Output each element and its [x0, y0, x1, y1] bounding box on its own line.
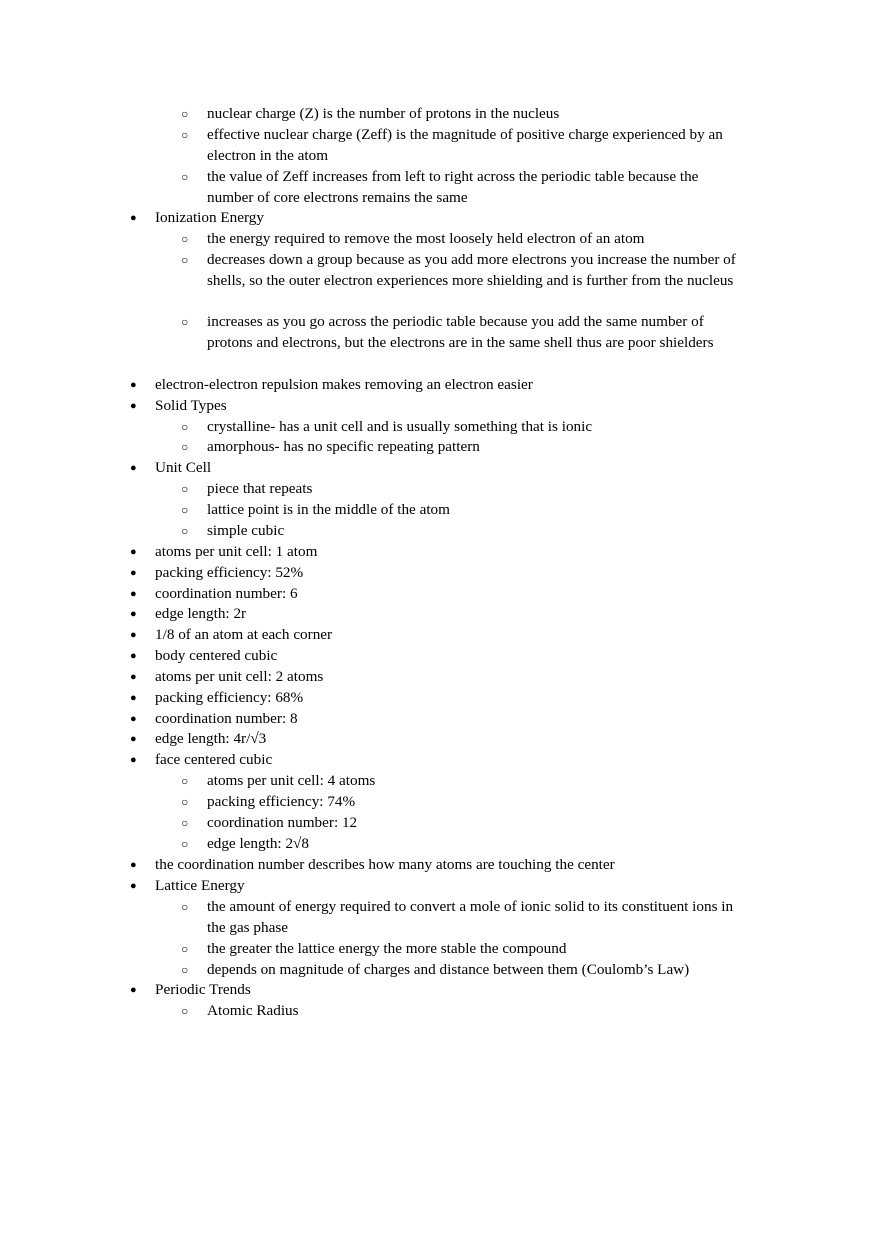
list-item: ● electron-electron repulsion makes removing an electron easier	[155, 375, 755, 396]
list-item: ● edge length: 4r/√3	[155, 729, 755, 750]
list-item: ○ coordination number: 12	[207, 813, 737, 834]
list-item: ○ depends on magnitude of charges and distance between them (Coulomb’s Law)	[207, 960, 737, 981]
list-item: ● Unit Cell	[155, 458, 755, 479]
list-item: ○ simple cubic	[207, 521, 737, 542]
list-item: ● 1/8 of an atom at each corner	[155, 625, 755, 646]
list-item: ○ decreases down a group because as you add more electrons you increase the number of shells, so the outer electron experiences more shielding and is further from the nucleus	[207, 250, 737, 292]
list-item: ● coordination number: 6	[155, 584, 755, 605]
list-item: ○ piece that repeats	[207, 479, 737, 500]
list-item: ● coordination number: 8	[155, 709, 755, 730]
list-item: ● the coordination number describes how many atoms are touching the center	[155, 855, 755, 876]
list-item: ● Periodic Trends	[155, 980, 755, 1001]
list-item: ● face centered cubic	[155, 750, 755, 771]
list-item: ○ nuclear charge (Z) is the number of protons in the nucleus	[207, 104, 737, 125]
list-item: ○ amorphous- has no specific repeating pattern	[207, 437, 737, 458]
list-item: ● Lattice Energy	[155, 876, 755, 897]
list-item: ○ the value of Zeff increases from left to right across the periodic table because the number of core electrons remains the same	[207, 167, 737, 209]
list-item: ○ lattice point is in the middle of the atom	[207, 500, 737, 521]
list-item: ○ effective nuclear charge (Zeff) is the magnitude of positive charge experienced by an electron in the atom	[207, 125, 737, 167]
list-item: ● Solid Types	[155, 396, 755, 417]
list-item: ○ the greater the lattice energy the more stable the compound	[207, 939, 737, 960]
list-item: ○ Atomic Radius	[207, 1001, 737, 1022]
list-item: ● edge length: 2r	[155, 604, 755, 625]
list-item: ○ atoms per unit cell: 4 atoms	[207, 771, 737, 792]
list-item: ● packing efficiency: 68%	[155, 688, 755, 709]
list-item: ● body centered cubic	[155, 646, 755, 667]
list-item: ● Ionization Energy	[155, 208, 755, 229]
list-item: ● atoms per unit cell: 2 atoms	[155, 667, 755, 688]
list-item: ○ packing efficiency: 74%	[207, 792, 737, 813]
list-item: ○ edge length: 2√8	[207, 834, 737, 855]
list-item: ○ the amount of energy required to convert a mole of ionic solid to its constituent ions in the gas phase	[207, 897, 737, 939]
list-item: ● atoms per unit cell: 1 atom	[155, 542, 755, 563]
list-item: ● packing efficiency: 52%	[155, 563, 755, 584]
list-item: ○ increases as you go across the periodic table because you add the same number of protons and electrons, but the electrons are in the same shell thus are poor shielders	[207, 312, 737, 354]
list-item: ○ the energy required to remove the most loosely held electron of an atom	[207, 229, 737, 250]
list-item: ○ crystalline- has a unit cell and is usually something that is ionic	[207, 417, 737, 438]
